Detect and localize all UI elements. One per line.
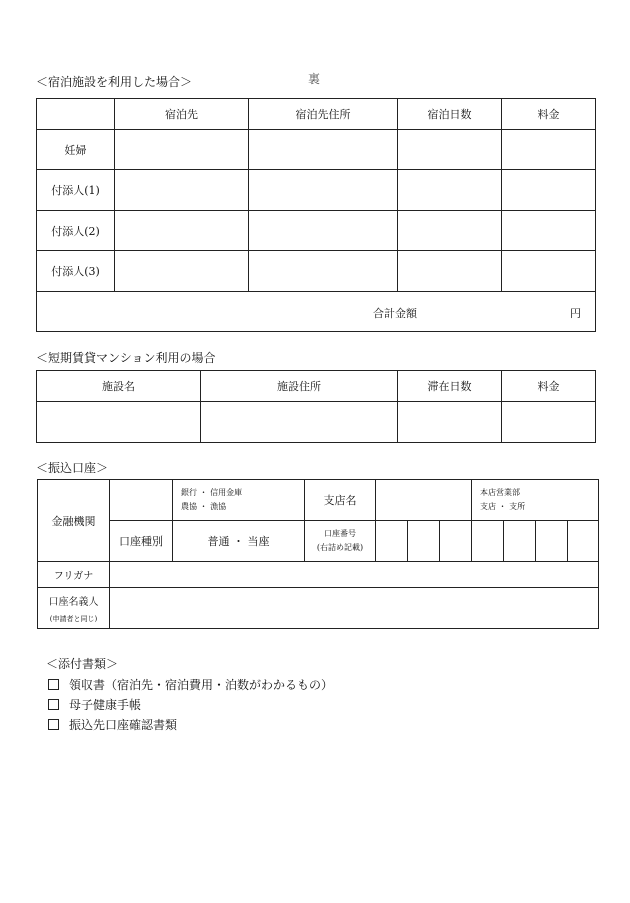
attachment-item[interactable]: [48, 696, 141, 713]
lodging-cell-days[interactable]: [398, 251, 502, 292]
lodging-cell-place[interactable]: [115, 211, 249, 251]
account-type-options[interactable]: 普通 ・ 当座: [173, 521, 305, 562]
lodging-row-label: 付添人(2): [37, 211, 115, 251]
institution-label: 金融機関: [38, 480, 110, 562]
lodging-cell-address[interactable]: [249, 251, 398, 292]
lodging-total-row[interactable]: [37, 292, 596, 332]
account-number-digit[interactable]: [568, 521, 599, 562]
mansion-header-days: 滞在日数: [398, 371, 502, 402]
mansion-cell-address[interactable]: [201, 402, 398, 443]
currency-yen-label: 円: [570, 307, 581, 320]
account-number-digit[interactable]: [440, 521, 472, 562]
checkbox-icon[interactable]: [48, 699, 59, 710]
branch-name-input[interactable]: [376, 480, 472, 521]
lodging-cell-address[interactable]: [249, 170, 398, 211]
lodging-table: [36, 98, 596, 332]
mansion-header-address: 施設住所: [201, 371, 398, 402]
lodging-cell-fee[interactable]: [502, 130, 596, 170]
account-number-note: (右詰め記載): [316, 543, 364, 552]
branch-label: 支店名: [305, 480, 376, 521]
lodging-cell-fee[interactable]: [502, 170, 596, 211]
branch-type-options[interactable]: [472, 480, 599, 521]
branch-types-line2: 支店 ・ 支所: [480, 502, 526, 511]
attachment-item[interactable]: [48, 716, 177, 733]
account-table: [37, 479, 599, 629]
lodging-row-label: 付添人(1): [37, 170, 115, 211]
lodging-cell-address[interactable]: [249, 130, 398, 170]
furigana-input[interactable]: [110, 562, 599, 588]
total-amount-label: 合計金額: [373, 307, 417, 320]
institution-types-line1: 銀行 ・ 信用金庫: [181, 488, 243, 497]
attachment-label: 領収書（宿泊先・宿泊費用・泊数がわかるもの）: [69, 678, 334, 692]
mansion-header-name: 施設名: [37, 371, 201, 402]
lodging-cell-address[interactable]: [249, 211, 398, 251]
attachment-label: 母子健康手帳: [69, 698, 142, 712]
account-number-digit[interactable]: [408, 521, 440, 562]
lodging-row-label: 妊婦: [37, 130, 115, 170]
lodging-cell-fee[interactable]: [502, 211, 596, 251]
account-holder-note: (申請者と同じ): [49, 614, 98, 623]
account-holder-input[interactable]: [110, 588, 599, 629]
lodging-section-title: ＜宿泊施設を利用した場合＞: [36, 75, 193, 89]
lodging-header-days: 宿泊日数: [398, 99, 502, 130]
lodging-cell-days[interactable]: [398, 130, 502, 170]
lodging-row-label: 付添人(3): [37, 251, 115, 292]
lodging-header-place: 宿泊先: [115, 99, 249, 130]
account-number-digit[interactable]: [376, 521, 408, 562]
institution-name-input[interactable]: [110, 480, 173, 521]
checkbox-icon[interactable]: [48, 719, 59, 730]
lodging-cell-place[interactable]: [115, 251, 249, 292]
account-type-label: 口座種別: [110, 521, 173, 562]
account-number-digit[interactable]: [504, 521, 536, 562]
attachment-label: 振込先口座確認書類: [69, 718, 178, 732]
account-number-digit[interactable]: [472, 521, 504, 562]
account-number-label-cell: [305, 521, 376, 562]
account-holder-label: 口座名義人: [48, 596, 99, 608]
account-number-digit[interactable]: [536, 521, 568, 562]
institution-type-options[interactable]: [173, 480, 305, 521]
checkbox-icon[interactable]: [48, 679, 59, 690]
lodging-cell-days[interactable]: [398, 170, 502, 211]
furigana-label: フリガナ: [38, 562, 110, 588]
lodging-header-blank: [37, 99, 115, 130]
attachments-section-title: ＜添付書類＞: [46, 657, 119, 671]
institution-types-line2: 農協 ・ 漁協: [181, 502, 227, 511]
page-side-label: 裏: [308, 72, 321, 86]
lodging-cell-fee[interactable]: [502, 251, 596, 292]
account-number-label: 口座番号: [324, 529, 356, 538]
lodging-cell-place[interactable]: [115, 170, 249, 211]
account-holder-label-cell: [38, 588, 110, 629]
mansion-cell-name[interactable]: [37, 402, 201, 443]
lodging-header-address: 宿泊先住所: [249, 99, 398, 130]
mansion-section-title: ＜短期賃貸マンション利用の場合: [36, 351, 216, 365]
attachment-item[interactable]: [48, 676, 333, 693]
lodging-header-fee: 料金: [502, 99, 596, 130]
mansion-table: [36, 370, 596, 443]
lodging-cell-days[interactable]: [398, 211, 502, 251]
mansion-cell-days[interactable]: [398, 402, 502, 443]
branch-types-line1: 本店営業部: [480, 488, 521, 497]
account-section-title: ＜振込口座＞: [36, 461, 109, 475]
lodging-cell-place[interactable]: [115, 130, 249, 170]
mansion-cell-fee[interactable]: [502, 402, 596, 443]
mansion-header-fee: 料金: [502, 371, 596, 402]
